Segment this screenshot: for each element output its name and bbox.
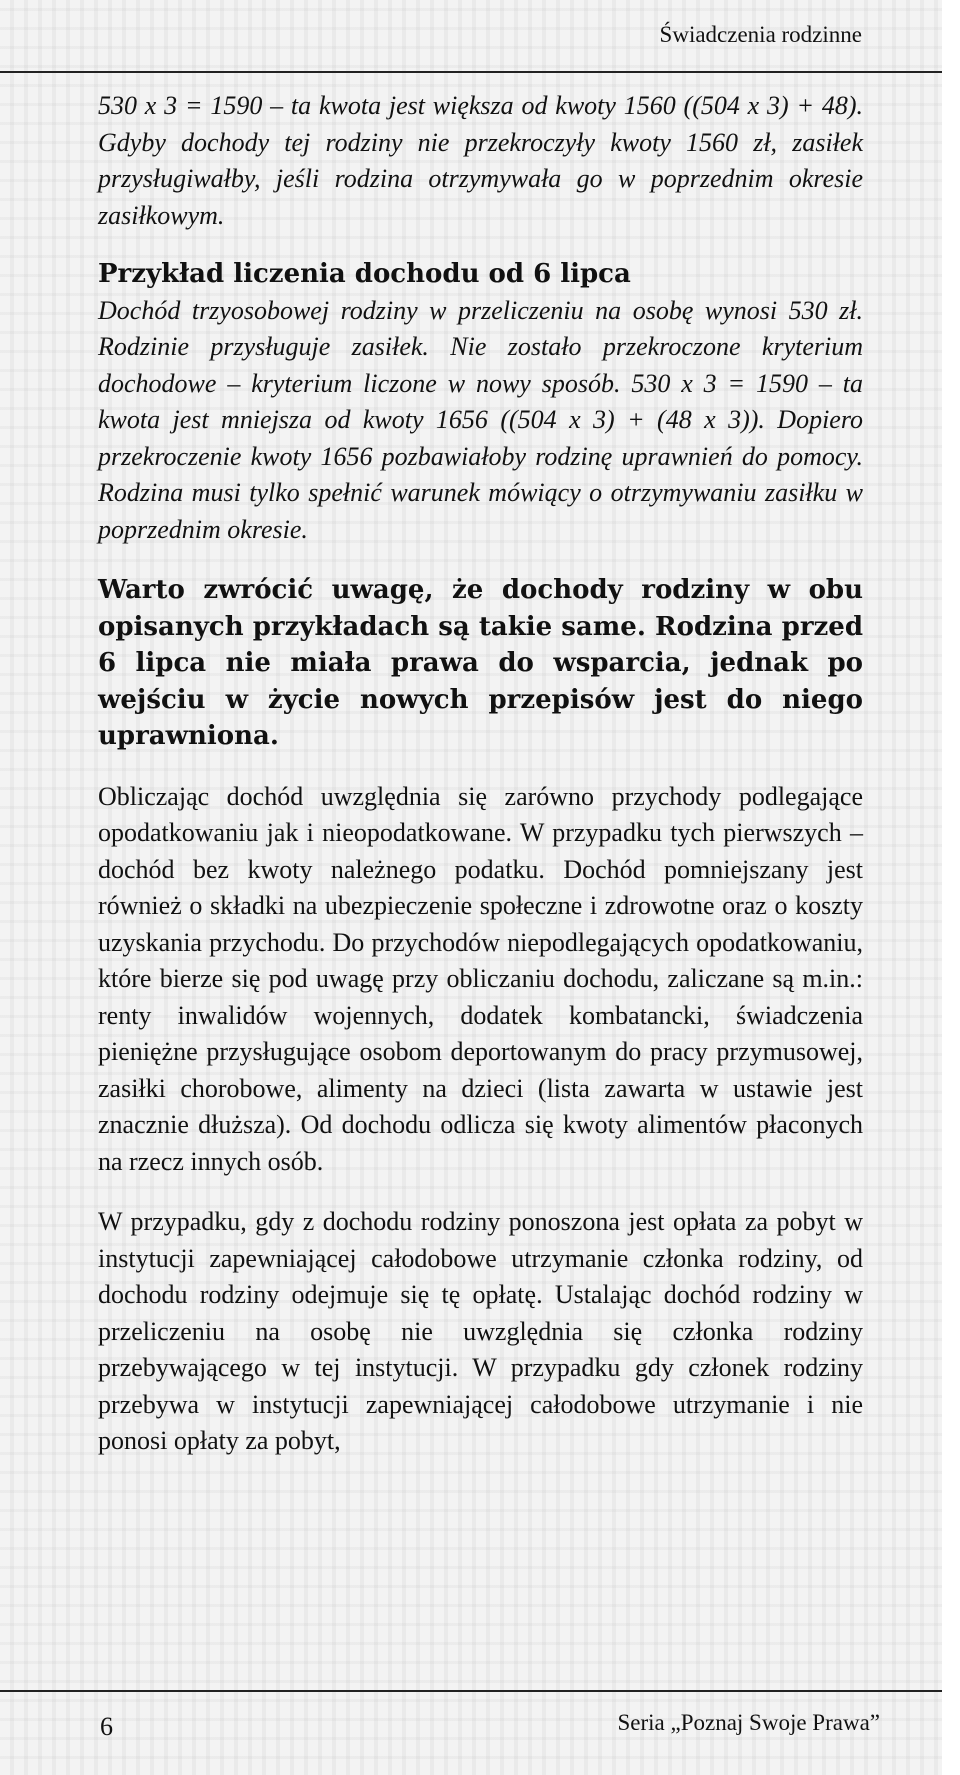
spacer [98,548,863,572]
spacer [98,234,863,256]
running-header-title: Świadczenia rodzinne [659,22,862,47]
footer-rule [0,1690,942,1692]
paragraph-note-bold: Warto zwrócić uwagę, że dochody rodziny w obu opisanych przykładach są takie same. Rodzina przed 6 lipca nie miała prawa do wsparcia, jednak po wejściu w życie nowych przepisów jest do niego uprawniona. [98,575,863,751]
header-rule [0,71,942,73]
paragraph-institution-fee: W przypadku, gdy z dochodu rodziny ponoszona jest opłata za pobyt w instytucji zapewniającej całodobowe utrzymanie członka rodziny, od dochodu rodziny odejmuje się tę opłatę. Ustalając dochód rodziny w przeliczeniu na osobę nie uwzględnia się członka rodziny przebywającego w tej instytucji. W przypadku gdy członek rodziny przebywa w instytucji zapewniającej całodobowe utrzymanie i nie ponosi opłaty za pobyt, [98,1207,863,1455]
page-number: 6 [100,1712,113,1741]
spacer [98,1180,863,1204]
paragraph-example-continuation: 530 x 3 = 1590 – ta kwota jest większa od kwoty 1560 ((504 x 3) + 48). Gdyby dochody tej rodziny nie przekroczyły kwoty 1560 zł, zasiłek przysługiwałby, jeśli rodzina otrzymywała go w poprzednim okresie zasiłkowym. [98,91,863,230]
example-heading: Przykład liczenia dochodu od 6 lipca [98,259,631,289]
paragraph-income-calculation: Obliczając dochód uwzględnia się zarówno przychody podlegające opodatkowaniu jak i nieopodatkowane. W przypadku tych pierwszych – dochód bez kwoty należnego podatku. Dochód pomniejszany jest również o składki na ubezpieczenie społeczne i zdrowotne oraz o koszty uzyskania przychodu. Do przychodów niepodlegających opodatkowaniu, które bierze się pod uwagę przy obliczaniu dochodu, zaliczane są m.in.: renty inwalidów wojennych, dodatek kombatancki, świadczenia pieniężne przysługujące osobom deportowanym do pracy przymusowej, zasiłki chorobowe, alimenty na dzieci (lista zawarta w ustawie jest znacznie dłuższa). Od dochodu odlicza się kwoty alimentów płaconych na rzecz innych osób. [98,781,863,1176]
spacer [98,755,863,779]
page-edge [942,0,960,1775]
series-title: Seria „Poznaj Swoje Prawa” [617,1710,880,1735]
page-content [98,88,863,1460]
paragraph-example-new-rules: Dochód trzyosobowej rodziny w przeliczeniu na osobę wynosi 530 zł. Rodzinie przysługuje zasiłek. Nie zostało przekroczone kryterium dochodowe – kryterium liczone w nowy sposób. 530 x 3 = 1590 – ta kwota jest mniejsza od kwoty 1656 ((504 x 3) + (48 x 3)). Dopiero przekroczenie kwoty 1656 pozbawiałoby rodzinę uprawnień do pomocy. Rodzina musi tylko spełnić warunek mówiący o otrzymywaniu zasiłku w poprzednim okresie. [98,295,863,544]
page-header [0,0,942,72]
